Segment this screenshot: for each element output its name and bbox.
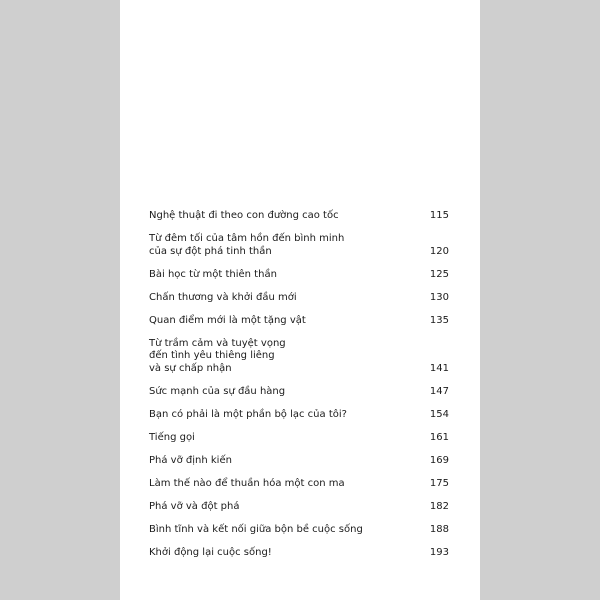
toc-entry [149, 210, 449, 223]
toc-entry-title: Từ trầm cảm và tuyệt vọng đến tình yêu thiêng liêng và sự chấp nhận [149, 337, 286, 374]
toc-entry-title: Bài học từ một thiên thần [149, 268, 277, 280]
toc-entry-page: 188 [429, 523, 449, 535]
toc-entry-title: Quan điểm mới là một tặng vật [149, 314, 306, 326]
toc-entry-title: Phá vỡ và đột phá [149, 500, 240, 512]
toc-entry [149, 455, 449, 468]
toc-entry-page: 175 [429, 477, 449, 489]
toc-entry-title: Nghệ thuật đi theo con đường cao tốc [149, 210, 339, 221]
toc-entry-title: Chấn thương và khởi đầu mới [149, 291, 297, 303]
toc-entry-page: 141 [429, 362, 449, 374]
toc-entry [149, 338, 449, 376]
toc-entry [149, 524, 449, 537]
toc-entry-title: Tiếng gọi [149, 431, 195, 443]
toc-entry [149, 315, 449, 328]
book-page [120, 0, 480, 600]
toc-entry-title: Khởi động lại cuộc sống! [149, 546, 272, 558]
toc-entry-page: 120 [429, 245, 449, 257]
toc-entry-page: 161 [429, 431, 449, 443]
toc-entry-page: 130 [429, 291, 449, 303]
toc-entry-title: Bình tĩnh và kết nối giữa bộn bề cuộc sống [149, 523, 363, 535]
toc-entry-title: Phá vỡ định kiến [149, 454, 232, 466]
toc-entry-page: 147 [429, 385, 449, 397]
toc-entry-title: Sức mạnh của sự đầu hàng [149, 385, 286, 397]
toc-entry-title: Từ đêm tối của tâm hồn đến bình minh của sự đột phá tinh thần [149, 233, 345, 257]
toc-entry-title: Làm thế nào để thuần hóa một con ma [149, 477, 345, 489]
toc-entry [149, 547, 449, 560]
toc-entry-page: 135 [429, 314, 449, 326]
toc-entry [149, 269, 449, 282]
toc-entry-page: 115 [429, 210, 449, 221]
table-of-contents [149, 210, 449, 570]
toc-entry-page: 182 [429, 500, 449, 512]
toc-entry [149, 386, 449, 399]
toc-entry-page: 125 [429, 268, 449, 280]
toc-entry [149, 409, 449, 422]
toc-entry [149, 501, 449, 514]
toc-entry [149, 432, 449, 445]
toc-entry [149, 292, 449, 305]
toc-entry-page: 169 [429, 454, 449, 466]
toc-entry [149, 233, 449, 258]
toc-entry-page: 154 [429, 408, 449, 420]
toc-entry-title: Bạn có phải là một phần bộ lạc của tôi? [149, 408, 347, 420]
toc-entry [149, 478, 449, 491]
toc-entry-page: 193 [429, 546, 449, 558]
